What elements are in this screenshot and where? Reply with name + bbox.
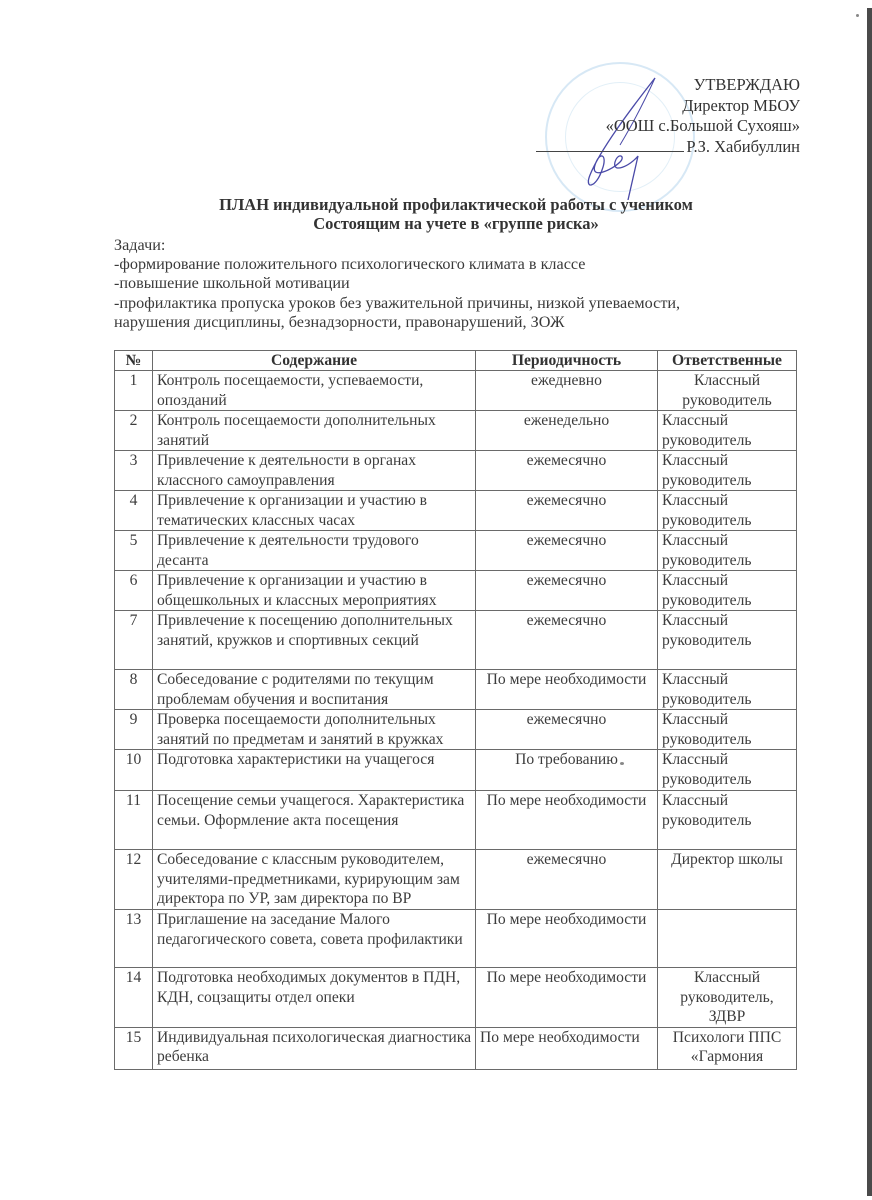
row-responsible: Классный руководитель bbox=[658, 571, 797, 611]
approval-signatory: Р.З. Хабибуллин bbox=[686, 136, 800, 156]
row-responsible: Классный руководитель bbox=[658, 451, 797, 491]
row-periodicity: По мере необходимости bbox=[476, 791, 658, 850]
header-periodicity: Периодичность bbox=[476, 351, 658, 371]
row-periodicity: ежемесячно bbox=[476, 531, 658, 571]
scan-speck bbox=[620, 762, 624, 765]
table-row bbox=[115, 371, 797, 411]
row-number: 12 bbox=[115, 850, 153, 910]
row-periodicity: ежемесячно bbox=[476, 850, 658, 910]
row-periodicity: ежемесячно bbox=[476, 451, 658, 491]
row-responsible: Классный руководитель bbox=[658, 371, 797, 411]
row-responsible: Классный руководитель bbox=[658, 611, 797, 670]
row-number: 4 bbox=[115, 491, 153, 531]
table-row bbox=[115, 531, 797, 571]
tasks-section bbox=[114, 236, 814, 332]
task-item: -профилактика пропуска уроков без уважительной причины, низкой упеваемости, bbox=[114, 293, 681, 312]
header-number: № bbox=[115, 351, 153, 371]
row-periodicity: По мере необходимости bbox=[476, 1027, 658, 1069]
row-responsible: Классный руководитель, ЗДВР bbox=[658, 968, 797, 1028]
row-content: Приглашение на заседание Малого педагогического совета, совета профилактики bbox=[153, 910, 476, 968]
task-item: -повышение школьной мотивации bbox=[114, 274, 350, 293]
row-content: Привлечение к организации и участию в тематических классных часах bbox=[153, 491, 476, 531]
row-content: Привлечение к организации и участию в общешкольных и классных мероприятиях bbox=[153, 571, 476, 611]
table-row bbox=[115, 710, 797, 750]
row-content: Проверка посещаемости дополнительных занятий по предметам и занятий в кружках bbox=[153, 710, 476, 750]
table-row bbox=[115, 451, 797, 491]
row-number: 10 bbox=[115, 750, 153, 791]
document-title bbox=[0, 195, 872, 233]
row-content: Подготовка характеристики на учащегося bbox=[153, 750, 476, 791]
task-item: -формирование положительного психологического климата в классе bbox=[114, 255, 586, 274]
plan-table bbox=[114, 350, 797, 1070]
table-row bbox=[115, 968, 797, 1028]
row-content: Собеседование с родителями по текущим проблемам обучения и воспитания bbox=[153, 670, 476, 710]
approval-position: Директор МБОУ bbox=[682, 95, 800, 115]
tasks-heading: Задачи: bbox=[114, 236, 166, 254]
approval-label: УТВЕРЖДАЮ bbox=[693, 75, 800, 94]
row-content: Контроль посещаемости, успеваемости, опозданий bbox=[153, 371, 476, 411]
row-responsible: Классный руководитель bbox=[658, 710, 797, 750]
row-responsible: Классный руководитель bbox=[658, 411, 797, 451]
row-responsible: Классный руководитель bbox=[658, 531, 797, 571]
row-content: Привлечение к деятельности в органах классного самоуправления bbox=[153, 451, 476, 491]
row-periodicity: По мере необходимости bbox=[476, 910, 658, 968]
row-periodicity: ежемесячно bbox=[476, 491, 658, 531]
row-number: 8 bbox=[115, 670, 153, 710]
row-periodicity: ежемесячно bbox=[476, 710, 658, 750]
row-periodicity: По требованию bbox=[476, 750, 658, 791]
table-row bbox=[115, 411, 797, 451]
row-number: 3 bbox=[115, 451, 153, 491]
row-number: 2 bbox=[115, 411, 153, 451]
table-row bbox=[115, 491, 797, 531]
row-content: Посещение семьи учащегося. Характеристика семьи. Оформление акта посещения bbox=[153, 791, 476, 850]
row-periodicity: ежедневно bbox=[476, 371, 658, 411]
scan-edge bbox=[867, 8, 872, 1196]
title-line-1: ПЛАН индивидуальной профилактической работы с учеником bbox=[219, 195, 693, 214]
approval-signatory-line bbox=[536, 137, 800, 158]
row-periodicity: По мере необходимости bbox=[476, 670, 658, 710]
table-row bbox=[115, 670, 797, 710]
table-row bbox=[115, 571, 797, 611]
row-number: 11 bbox=[115, 791, 153, 850]
table-row bbox=[115, 611, 797, 670]
table-header-row bbox=[115, 351, 797, 371]
task-item: нарушения дисциплины, безнадзорности, правонарушений, ЗОЖ bbox=[114, 312, 565, 331]
header-content: Содержание bbox=[153, 351, 476, 371]
row-responsible: Классный руководитель bbox=[658, 791, 797, 850]
approval-block bbox=[536, 75, 800, 157]
row-periodicity: По мере необходимости bbox=[476, 968, 658, 1028]
table-row bbox=[115, 791, 797, 850]
row-number: 15 bbox=[115, 1027, 153, 1069]
row-content: Подготовка необходимых документов в ПДН, КДН, соцзащиты отдел опеки bbox=[153, 968, 476, 1028]
row-number: 14 bbox=[115, 968, 153, 1028]
row-content: Привлечение к посещению дополнительных занятий, кружков и спортивных секций bbox=[153, 611, 476, 670]
row-periodicity: ежемесячно bbox=[476, 571, 658, 611]
row-responsible: Психологи ППС «Гармония bbox=[658, 1027, 797, 1069]
row-number: 6 bbox=[115, 571, 153, 611]
row-responsible: Классный руководитель bbox=[658, 491, 797, 531]
row-number: 7 bbox=[115, 611, 153, 670]
row-number: 5 bbox=[115, 531, 153, 571]
plan-table-body bbox=[115, 371, 797, 1070]
row-content: Индивидуальная психологическая диагностика ребенка bbox=[153, 1027, 476, 1069]
approval-school: «ООШ с.Большой Сухояш» bbox=[605, 116, 800, 135]
table-row bbox=[115, 1027, 797, 1069]
row-responsible bbox=[658, 910, 797, 968]
table-row bbox=[115, 910, 797, 968]
row-content: Собеседование с классным руководителем, учителями-предметниками, курирующим зам директора по УР, зам директора по ВР bbox=[153, 850, 476, 910]
row-responsible: Классный руководитель bbox=[658, 750, 797, 791]
signature-line bbox=[536, 137, 684, 152]
table-row bbox=[115, 750, 797, 791]
table-row bbox=[115, 850, 797, 910]
row-number: 13 bbox=[115, 910, 153, 968]
row-number: 9 bbox=[115, 710, 153, 750]
row-content: Привлечение к деятельности трудового десанта bbox=[153, 531, 476, 571]
row-periodicity: еженедельно bbox=[476, 411, 658, 451]
row-responsible: Директор школы bbox=[658, 850, 797, 910]
scan-speck bbox=[856, 14, 859, 17]
title-line-2: Состоящим на учете в «группе риска» bbox=[313, 214, 599, 233]
row-number: 1 bbox=[115, 371, 153, 411]
row-periodicity: ежемесячно bbox=[476, 611, 658, 670]
row-content: Контроль посещаемости дополнительных занятий bbox=[153, 411, 476, 451]
row-responsible: Классный руководитель bbox=[658, 670, 797, 710]
header-responsible: Ответственные bbox=[658, 351, 797, 371]
